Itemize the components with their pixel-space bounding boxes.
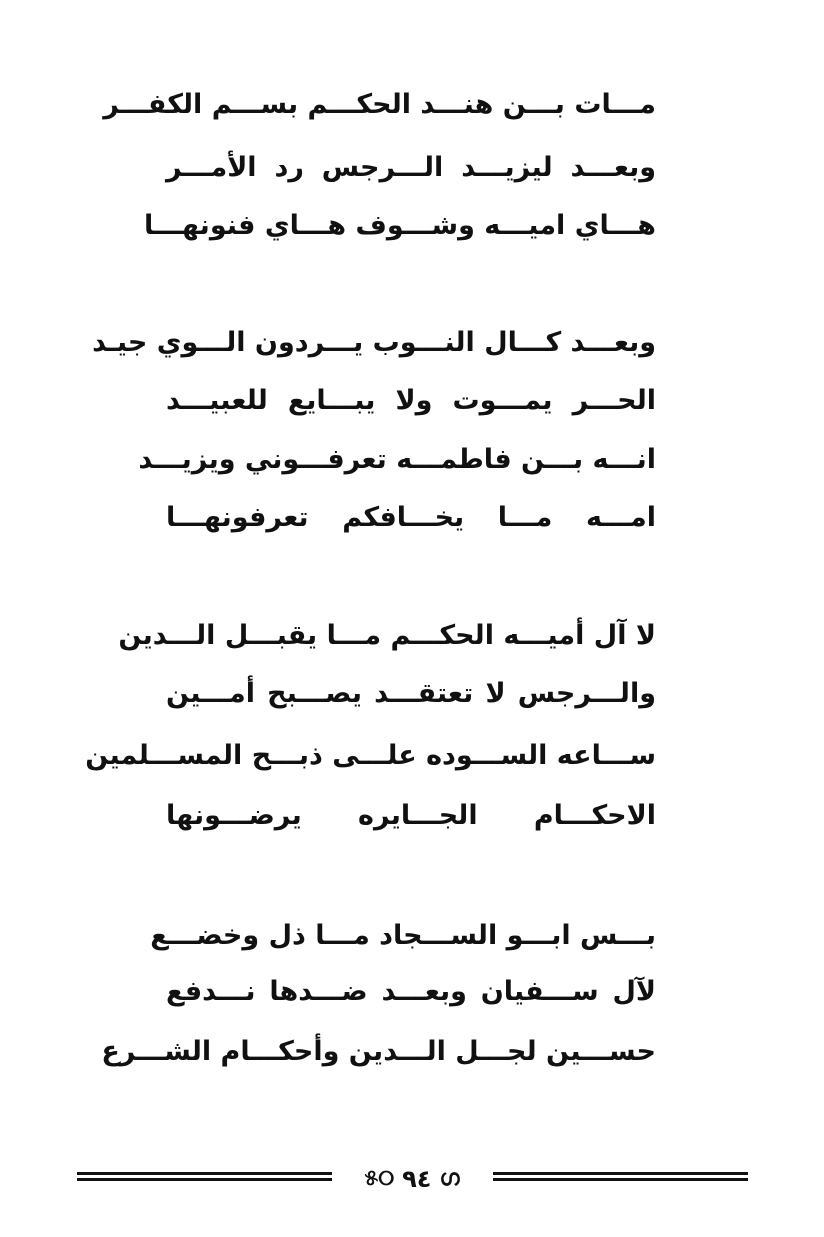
- poem-line-7: امـــه مـــا يخـــافكم تعرفونهـــا: [166, 502, 656, 533]
- page-number-group: [352, 1162, 472, 1196]
- poem-line-10: ســـاعه الســـوده علـــى ذبـــح المســـلمين: [85, 740, 656, 771]
- footer-rule-right: [493, 1172, 748, 1181]
- poem-line-8: لا آل أميـــه الحكـــم مـــا يقبـــل الـــدين: [118, 620, 656, 651]
- page-number: ٩٤: [402, 1165, 432, 1193]
- poem-line-11: الاحكـــام الجـــايره يرضـــونها: [166, 800, 656, 831]
- footer-rule-left: [77, 1172, 332, 1181]
- page-footer: [0, 1162, 824, 1196]
- poem-line-9: والـــرجس لا تعتقـــد يصـــبح أمـــين: [166, 678, 656, 709]
- poem-line-2: وبعـــد ليزيـــد الـــرجس رد الأمـــر: [166, 152, 656, 183]
- poem-line-4: وبعـــد كـــال النـــوب يـــردون الـــوي جيـد: [92, 327, 656, 358]
- poem-line-13: لآل ســـفيان وبعـــد ضـــدها نـــدفع: [166, 976, 656, 1007]
- poem-line-3: هـــاي اميـــه وشـــوف هـــاي فنونهـــا: [144, 210, 656, 241]
- poem-line-5: الحـــر يمـــوت ولا يبـــايع للعبيـــد: [166, 385, 656, 416]
- poem-line-6: انـــه بـــن فاطمـــه تعرفـــوني ويزيـــد: [138, 444, 656, 475]
- poem-line-14: حســـين لجـــل الـــدين وأحكـــام الشـــرع: [101, 1036, 656, 1067]
- ornament-left-icon: ୫୦: [364, 1166, 395, 1191]
- poem-line-12: بـــس ابـــو الســـجاد مـــا ذل وخضـــع: [150, 920, 656, 951]
- ornament-right-icon: ഗ: [439, 1166, 460, 1191]
- poem-line-1: مـــات بـــن هنـــد الحكـــم بســـم الكفـــر: [103, 89, 656, 120]
